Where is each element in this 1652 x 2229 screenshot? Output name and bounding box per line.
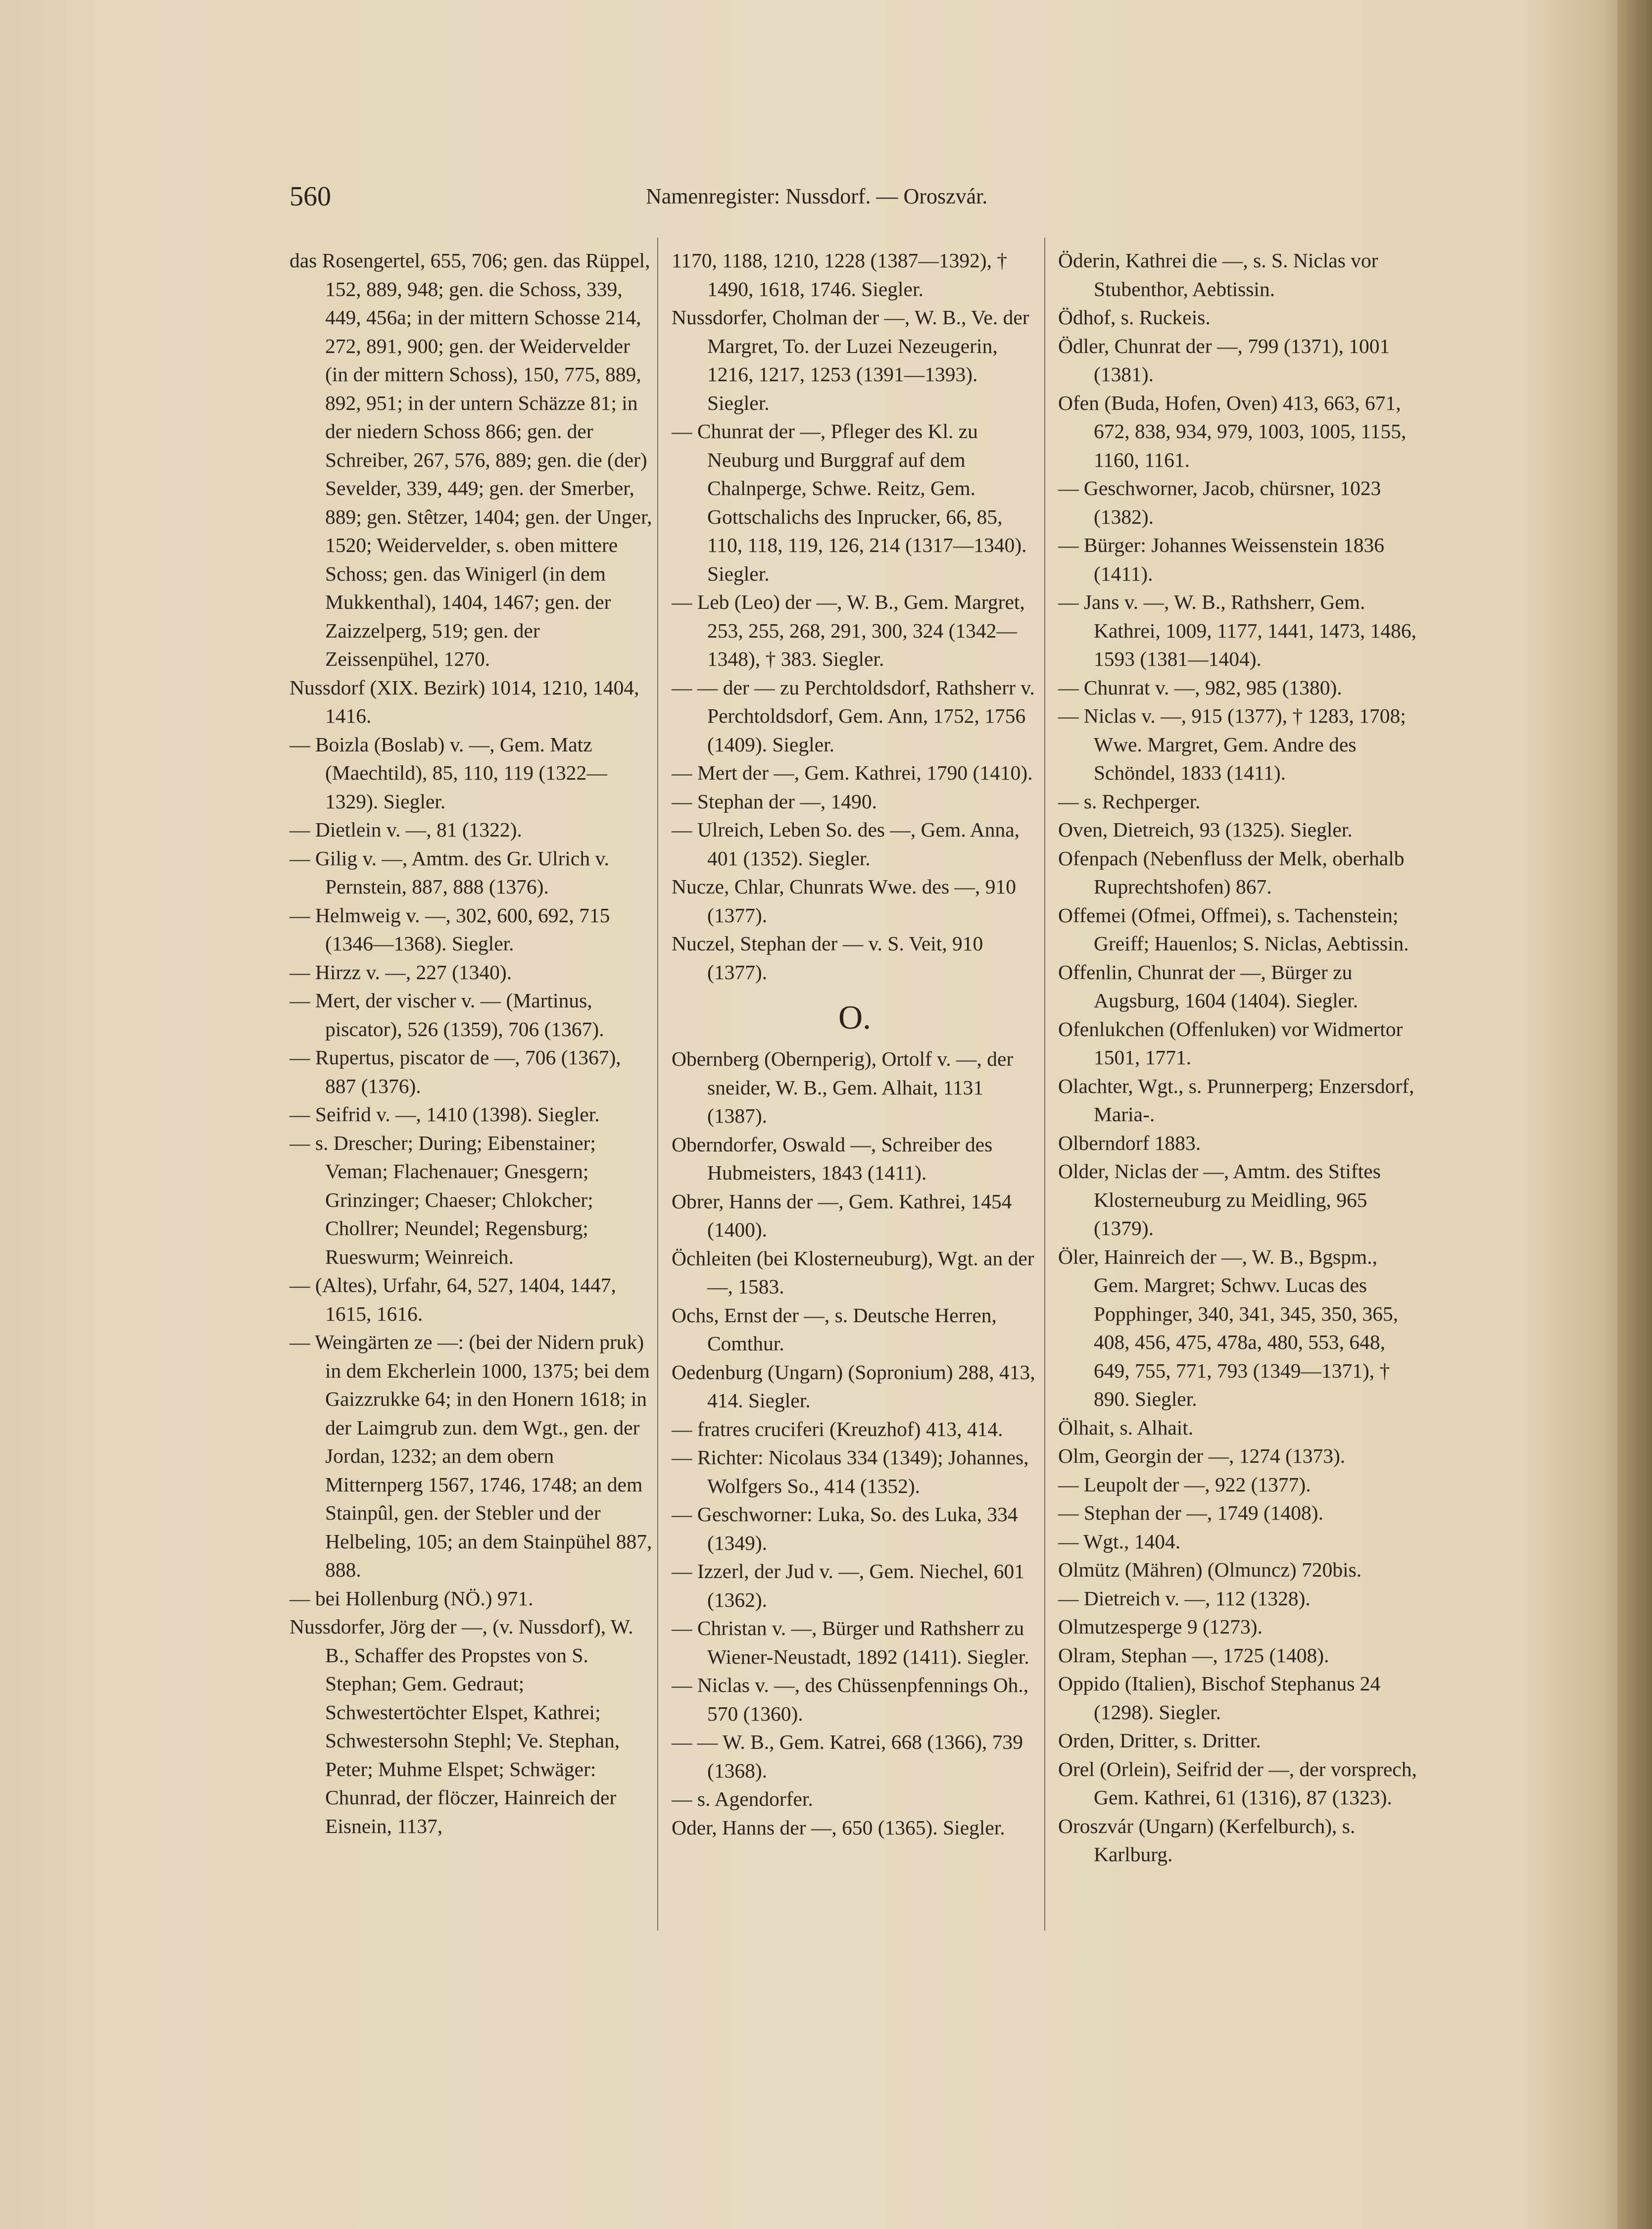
- index-entry: Oder, Hanns der —, 650 (1365). Siegler.: [672, 1816, 1005, 1839]
- index-entry: Ochs, Ernst der —, s. Deutsche Herren, Comthur.: [672, 1303, 997, 1355]
- index-entry: Nussdorfer, Cholman der —, W. B., Ve. der Margret, To. der Luzei Nezeugerin, 1216, 1217, 1253 (1391—1393). Siegler.: [672, 306, 1029, 414]
- running-title: Namenregister: Nussdorf. — Oroszvár.: [646, 184, 988, 208]
- index-entry: — Leupolt der —, 922 (1377).: [1058, 1473, 1311, 1496]
- index-entry: — Chunrat der —, Pfleger des Kl. zu Neuburg und Burggraf auf dem Chalnperge, Schwe. Reitz, Gem. Gottschalichs des Inprucker, 66, 85, 110, 118, 119, 126, 214 (1317—1340). Siegler.: [672, 420, 1027, 585]
- index-entry: — Leb (Leo) der —, W. B., Gem. Margret, 253, 255, 268, 291, 300, 324 (1342—1348), † 383. Siegler.: [672, 591, 1025, 670]
- index-entry: — Hirzz v. —, 227 (1340).: [290, 960, 512, 984]
- index-entry: — Stephan der —, 1749 (1408).: [1058, 1501, 1323, 1524]
- index-entry: — Mert der —, Gem. Kathrei, 1790 (1410).: [672, 761, 1033, 784]
- index-entry: — s. Rechperger.: [1058, 790, 1201, 813]
- index-entry: Öchleiten (bei Klosterneuburg), Wgt. an der —, 1583.: [672, 1246, 1034, 1298]
- index-entry: — Mert, der vischer v. — (Martinus, piscator), 526 (1359), 706 (1367).: [290, 989, 604, 1040]
- index-entry: Ofen (Buda, Hofen, Oven) 413, 663, 671, 672, 838, 934, 979, 1003, 1005, 1155, 1160, 1161.: [1058, 391, 1407, 471]
- index-entry: das Rosengertel, 655, 706; gen. das Rüppel, 152, 889, 948; gen. die Schoss, 339, 449, 456a; in der mittern Schosse 214, 272, 891, 900; gen. der Weidervelder (in der mittern Schoss), 150, 775, 889, 892, 951; in der untern Schäzze 81; in der niedern Schoss 866; gen. der Schreiber, 267, 576, 889; gen. die (der) Sevelder, 339, 449; gen. der Smerber, 889; gen. Stêtzer, 1404; gen. der Unger, 1520; Weidervelder, s. oben mittere Schoss; gen. das Winigerl (in dem Mukkenthal), 1404, 1467; gen. der Zaizzelperg, 519; gen. der Zeissenpühel, 1270.: [290, 249, 652, 670]
- index-entry: — Dietlein v. —, 81 (1322).: [290, 818, 522, 841]
- index-entry: Öler, Hainreich der —, W. B., Bgspm., Gem. Margret; Schwv. Lucas des Popphinger, 340, 341, 345, 350, 365, 408, 456, 475, 478a, 480, 553, 648, 649, 755, 771, 793 (1349—1371), † 890. Siegler.: [1058, 1245, 1399, 1410]
- index-entry: Öderin, Kathrei die —, s. S. Niclas vor Stubenthor, Aebtissin.: [1058, 249, 1378, 300]
- index-column-3: [1058, 247, 1424, 1869]
- index-entry: — Gilig v. —, Amtm. des Gr. Ulrich v. Pernstein, 887, 888 (1376).: [290, 846, 609, 898]
- index-entry: Obrer, Hanns der —, Gem. Kathrei, 1454 (1400).: [672, 1189, 1012, 1241]
- index-entry: Nuczel, Stephan der — v. S. Veit, 910 (1377).: [672, 932, 983, 984]
- index-entry: — Bürger: Johannes Weissenstein 1836 (1411).: [1058, 534, 1385, 585]
- index-entry: Olberndorf 1883.: [1058, 1131, 1201, 1154]
- index-entry: — Jans v. —, W. B., Rathsherr, Gem. Kathrei, 1009, 1177, 1441, 1473, 1486, 1593 (1381—1404).: [1058, 591, 1417, 670]
- index-entry: — (Altes), Urfahr, 64, 527, 1404, 1447, 1615, 1616.: [290, 1274, 616, 1325]
- index-entry: Olmütz (Mähren) (Olmuncz) 720bis.: [1058, 1558, 1362, 1581]
- index-entry: — Niclas v. —, 915 (1377), † 1283, 1708; Wwe. Margret, Gem. Andre des Schöndel, 1833 (1411).: [1058, 704, 1406, 784]
- column-divider: [1044, 238, 1045, 1931]
- index-entry: Olm, Georgin der —, 1274 (1373).: [1058, 1444, 1346, 1467]
- index-entry: — Weingärten ze —: (bei der Nidern pruk) in dem Ekcherlein 1000, 1375; bei dem Gaizzrukke 64; in den Honern 1618; in der Laimgrub zun. dem Wgt., gen. der Jordan, 1232; an dem obern Mitternperg 1567, 1746, 1748; an dem Stainpûl, gen. der Stebler und der Helbeling, 105; an dem Stainpühel 887, 888.: [290, 1331, 652, 1581]
- index-entry: Orel (Orlein), Seifrid der —, der vorsprech, Gem. Kathrei, 61 (1316), 87 (1323).: [1058, 1757, 1417, 1809]
- index-entry: Older, Niclas der —, Amtm. des Stiftes Klosterneuburg zu Meidling, 965 (1379).: [1058, 1160, 1381, 1239]
- index-entry: — Stephan der —, 1490.: [672, 790, 877, 813]
- index-entry: 1170, 1188, 1210, 1228 (1387—1392), † 1490, 1618, 1746. Siegler.: [672, 249, 1008, 300]
- index-entry: — Izzerl, der Jud v. —, Gem. Niechel, 601 (1362).: [672, 1560, 1024, 1611]
- index-entry: — s. Drescher; During; Eibenstainer; Veman; Flachenauer; Gnesgern; Grinzinger; Chaeser; Chlokcher; Chollrer; Neundel; Regensburg; Rueswurm; Weinreich.: [290, 1131, 596, 1268]
- index-entry: Orden, Dritter, s. Dritter.: [1058, 1729, 1261, 1752]
- index-entry: — s. Agendorfer.: [672, 1787, 813, 1810]
- index-entry: Ofenlukchen (Offenluken) vor Widmertor 1501, 1771.: [1058, 1017, 1403, 1069]
- index-entry: — Dietreich v. —, 112 (1328).: [1058, 1586, 1311, 1610]
- index-entry: Olachter, Wgt., s. Prunnerperg; Enzersdorf, Maria-.: [1058, 1074, 1414, 1126]
- index-entry: — Wgt., 1404.: [1058, 1530, 1181, 1553]
- index-entry: — fratres cruciferi (Kreuzhof) 413, 414.: [672, 1417, 1003, 1440]
- index-entry: Ofenpach (Nebenfluss der Melk, oberhalb Ruprechtshofen) 867.: [1058, 846, 1405, 898]
- index-entry: — Seifrid v. —, 1410 (1398). Siegler.: [290, 1103, 600, 1126]
- section-letter: O.: [838, 998, 872, 1036]
- page-number: 560: [290, 181, 331, 212]
- index-entry: — — der — zu Perchtoldsdorf, Rathsherr v. Perchtoldsdorf, Gem. Ann, 1752, 1756 (1409). Siegler.: [672, 676, 1035, 756]
- index-entry: — Helmweig v. —, 302, 600, 692, 715 (1346—1368). Siegler.: [290, 903, 610, 955]
- index-entry: Ölhait, s. Alhait.: [1058, 1416, 1194, 1439]
- index-entry: Offemei (Ofmei, Offmei), s. Tachenstein; Greiff; Hauenlos; S. Niclas, Aebtissin.: [1058, 903, 1409, 955]
- index-entry: Oroszvár (Ungarn) (Kerfelburch), s. Karlburg.: [1058, 1814, 1356, 1866]
- index-entry: Nucze, Chlar, Chunrats Wwe. des —, 910 (1377).: [672, 875, 1016, 927]
- index-entry: — Boizla (Boslab) v. —, Gem. Matz (Maechtild), 85, 110, 119 (1322—1329). Siegler.: [290, 733, 607, 813]
- index-entry: Oedenburg (Ungarn) (Sopronium) 288, 413, 414. Siegler.: [672, 1360, 1035, 1412]
- page-edge: [1617, 0, 1652, 2229]
- index-entry: — Geschworner, Jacob, chürsner, 1023 (1382).: [1058, 477, 1381, 528]
- index-entry: Nussdorf (XIX. Bezirk) 1014, 1210, 1404, 1416.: [290, 676, 639, 727]
- index-entry: — Geschworner: Luka, So. des Luka, 334 (1349).: [672, 1503, 1018, 1554]
- index-column-1: [290, 247, 656, 1840]
- index-entry: — Chunrat v. —, 982, 985 (1380).: [1058, 676, 1342, 699]
- index-entry: Oberndorfer, Oswald —, Schreiber des Hubmeisters, 1843 (1411).: [672, 1133, 993, 1184]
- index-column-2: [672, 247, 1038, 1842]
- index-entry: Obernberg (Obernperig), Ortolf v. —, der sneider, W. B., Gem. Alhait, 1131 (1387).: [672, 1047, 1014, 1127]
- column-divider: [657, 238, 658, 1931]
- index-entry: Offenlin, Chunrat der —, Bürger zu Augsburg, 1604 (1404). Siegler.: [1058, 960, 1359, 1012]
- index-entry: — Ulreich, Leben So. des —, Gem. Anna, 401 (1352). Siegler.: [672, 818, 1020, 870]
- index-entry: Olram, Stephan —, 1725 (1408).: [1058, 1643, 1329, 1667]
- page-header: [290, 181, 1062, 215]
- index-entry: Ödhof, s. Ruckeis.: [1058, 306, 1211, 329]
- index-entry: Olmutzesperge 9 (1273).: [1058, 1615, 1263, 1638]
- index-entry: — Richter: Nicolaus 334 (1349); Johannes, Wolfgers So., 414 (1352).: [672, 1446, 1029, 1497]
- index-entry: — Rupertus, piscator de —, 706 (1367), 887 (1376).: [290, 1046, 621, 1097]
- index-entry: — — W. B., Gem. Katrei, 668 (1366), 739 (1368).: [672, 1731, 1023, 1782]
- index-entry: — Christan v. —, Bürger und Rathsherr zu Wiener-Neustadt, 1892 (1411). Siegler.: [672, 1617, 1029, 1668]
- index-entry: — bei Hollenburg (NÖ.) 971.: [290, 1586, 534, 1610]
- index-entry: Ödler, Chunrat der —, 799 (1371), 1001 (1381).: [1058, 334, 1390, 386]
- index-entry: Oven, Dietreich, 93 (1325). Siegler.: [1058, 818, 1353, 841]
- index-entry: — Niclas v. —, des Chüssenpfennings Oh., 570 (1360).: [672, 1674, 1029, 1725]
- index-entry: Nussdorfer, Jörg der —, (v. Nussdorf), W. B., Schaffer des Propstes von S. Stephan; Gem. Gedraut; Schwestertöchter Elspet, Kathrei; Schwestersohn Stephl; Ve. Stephan, Peter; Muhme Elspet; Schwäger: Chunrad, der flöczer, Hainreich der Eisnein, 1137,: [290, 1615, 633, 1837]
- index-entry: Oppido (Italien), Bischof Stephanus 24 (1298). Siegler.: [1058, 1672, 1381, 1724]
